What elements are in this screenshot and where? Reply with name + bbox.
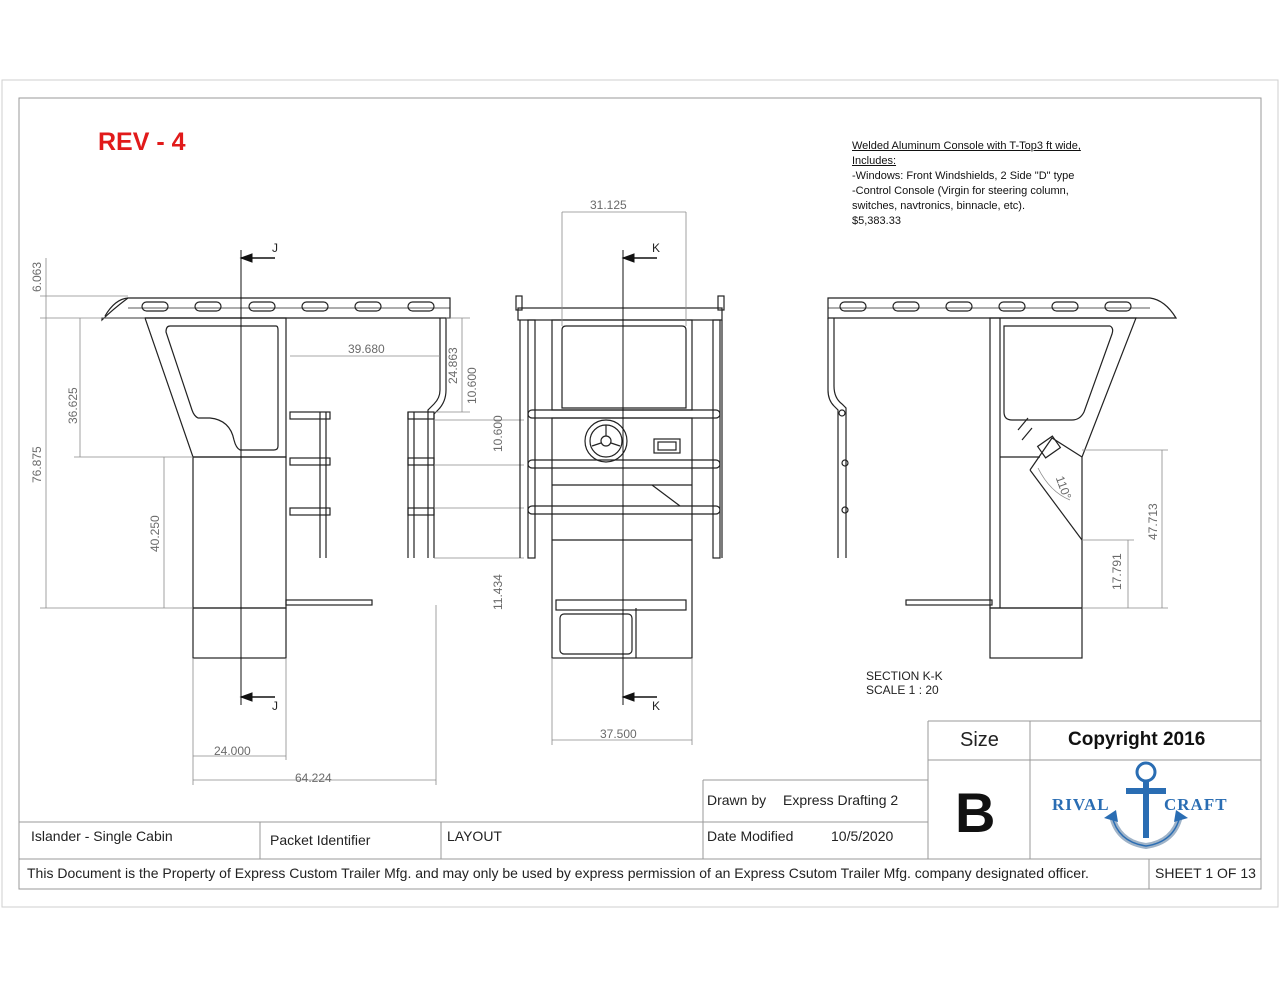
dim-side-base-height: 11.434	[491, 574, 505, 610]
date-modified-value: 10/5/2020	[831, 828, 894, 844]
notes-line-1: -Windows: Front Windshields, 2 Side "D" type	[852, 170, 1075, 182]
dim-side-lower-height: 40.250	[148, 515, 162, 552]
revision-label: REV - 4	[98, 128, 186, 156]
dim-front-base-width: 37.500	[600, 727, 637, 741]
logo-text-right: CRAFT	[1164, 795, 1228, 814]
description-notes	[852, 139, 1081, 229]
dim-section-seat-height: 17.791	[1110, 553, 1124, 590]
section-scale: SCALE 1 : 20	[866, 683, 939, 697]
size-label: Size	[960, 729, 999, 751]
notes-price: $5,383.33	[852, 215, 901, 227]
footer-disclaimer: This Document is the Property of Express Custom Trailer Mfg. and may only be used by express permission of an Express Csutom Trailer Mfg. company designated officer.	[27, 865, 1089, 881]
front-dimensions	[552, 212, 692, 745]
drawn-by-value: Express Drafting 2	[783, 792, 899, 808]
front-view	[516, 296, 724, 658]
section-j-bottom-label: J	[272, 699, 278, 713]
dim-side-rail-height: 24.863	[446, 347, 460, 384]
side-view	[102, 298, 450, 658]
dim-section-angle: 110°	[1052, 474, 1075, 502]
project-name: Islander - Single Cabin	[31, 828, 173, 844]
notes-line-2: -Control Console (Virgin for steering column,	[852, 185, 1069, 197]
dim-section-total-height: 47.713	[1146, 503, 1160, 540]
dim-side-top-width: 39.680	[348, 342, 385, 356]
section-name: SECTION K-K	[866, 669, 943, 683]
dim-side-rail-gap-1: 10.600	[465, 367, 479, 404]
dim-side-total-width: 64.224	[295, 771, 332, 785]
dim-side-top-offset: 6.063	[30, 261, 44, 292]
date-modified-label: Date Modified	[707, 828, 794, 844]
canopy-slots	[142, 302, 434, 311]
dim-side-console-width: 24.000	[214, 744, 251, 758]
packet-identifier-label: Packet Identifier	[270, 832, 371, 848]
section-line-k	[623, 250, 657, 705]
section-view	[828, 298, 1176, 658]
dim-side-upper-height: 36.625	[66, 387, 80, 424]
sheet-number: SHEET 1 OF 13	[1155, 865, 1256, 881]
dim-front-top-width: 31.125	[590, 198, 627, 212]
layout-label: LAYOUT	[447, 828, 502, 844]
section-k-top-label: K	[652, 241, 661, 255]
notes-title-1: Welded Aluminum Console with T-Top3 ft wide,	[852, 140, 1081, 152]
section-k-bottom-label: K	[652, 699, 661, 713]
drawn-by-label: Drawn by	[707, 792, 767, 808]
side-dimensions	[40, 258, 524, 785]
notes-line-3: switches, navtronics, binnacle, etc).	[852, 200, 1026, 212]
logo-text-left: RIVAL	[1052, 795, 1110, 814]
dim-side-total-height: 76.875	[30, 446, 44, 483]
section-j-top-label: J	[272, 241, 278, 255]
notes-title-2: Includes:	[852, 155, 897, 167]
dim-side-rail-gap-2: 10.600	[491, 415, 505, 452]
size-value: B	[955, 781, 996, 844]
copyright-label: Copyright 2016	[1068, 729, 1206, 750]
